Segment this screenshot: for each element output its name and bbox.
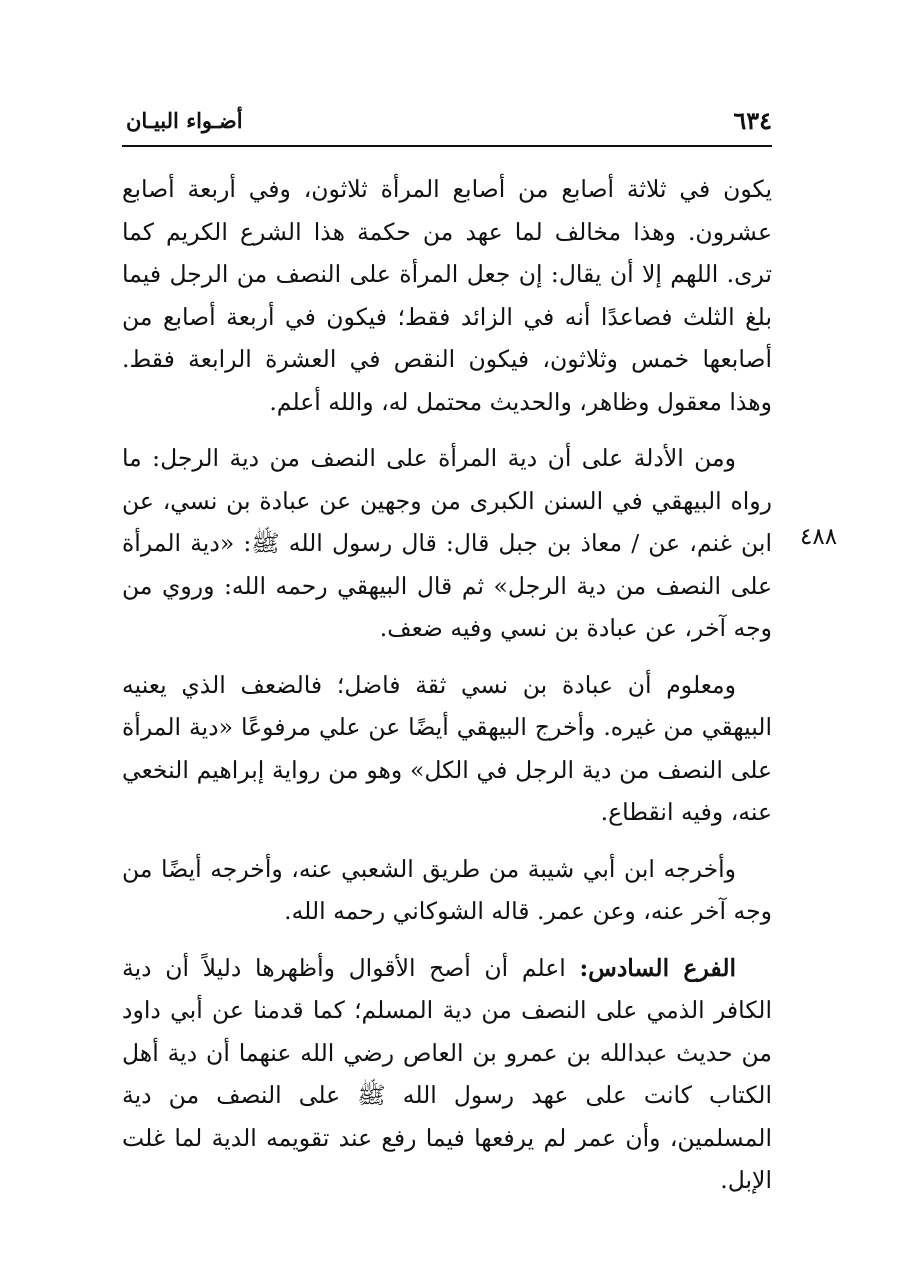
paragraph-3: ومعلوم أن عبادة بن نسي ثقة فاضل؛ فالضعف الذي يعنيه البيهقي من غيره. وأخرج البيهقي أيضًا عن علي مرفوعًا «دية المرأة على النصف من دية الرجل في الكل» وهو من رواية إبراهيم النخعي عنه، وفيه انقطاع. — [122, 670, 772, 826]
paragraph-gap — [122, 423, 772, 437]
paragraph-gap — [122, 650, 772, 664]
paragraph-5 — [122, 947, 772, 1202]
margin-page-reference: ٤٨٨ — [800, 524, 838, 550]
header-rule — [122, 145, 772, 147]
section-heading-inline: الفرع السادس: — [579, 953, 737, 982]
paragraph-gap — [122, 834, 772, 848]
page-body — [122, 168, 772, 1202]
running-title: أضـواء البيـان — [126, 108, 243, 133]
page-header — [122, 96, 772, 146]
paragraph-2: ومن الأدلة على أن دية المرأة على النصف من دية الرجل: ما رواه البيهقي في السنن الكبرى من وجهين عن عبادة بن نسي، عن ابن غنم، عن / معاذ بن جبل قال: قال رسول الله ﷺ: «دية المرأة على النصف من دية الرجل» ثم قال البيهقي رحمه الله: وروي من وجه آخر، عن عبادة بن نسي وفيه ضعف. — [122, 444, 772, 642]
paragraph-4: وأخرجه ابن أبي شيبة من طريق الشعبي عنه، وأخرجه أيضًا من وجه آخر عنه، وعن عمر. قاله الشوكاني رحمه الله. — [122, 854, 772, 925]
page-number: ٦٣٤ — [733, 106, 772, 135]
paragraph-gap — [122, 933, 772, 947]
paragraph-5-text: اعلم أن أصح الأقوال وأظهرها دليلاً أن دية الكافر الذمي على النصف من دية المسلم؛ كما قدمنا عن أبي داود من حديث عبدالله بن عمرو بن العاص رضي الله عنهما أن دية أهل الكتاب كانت على عهد رسول الله ﷺ على النصف من دية المسلمين، وأن عمر لم يرفعها فيما رفع عند تقويمه الدية لما غلت الإبل. — [122, 953, 772, 1194]
paragraph-1: يكون في ثلاثة أصابع من أصابع المرأة ثلاثون، وفي أربعة أصابع عشرون. وهذا مخالف لما عهد من حكمة هذا الشرع الكريم كما ترى. اللهم إلا أن يقال: إن جعل المرأة على النصف من الرجل فيما بلغ الثلث فصاعدًا أنه في الزائد فقط؛ فيكون في أربعة أصابع من أصابعها خمس وثلاثون، فيكون النقص في العشرة الرابعة فقط. وهذا معقول وظاهر، والحديث محتمل له، والله أعلم. — [122, 175, 772, 416]
